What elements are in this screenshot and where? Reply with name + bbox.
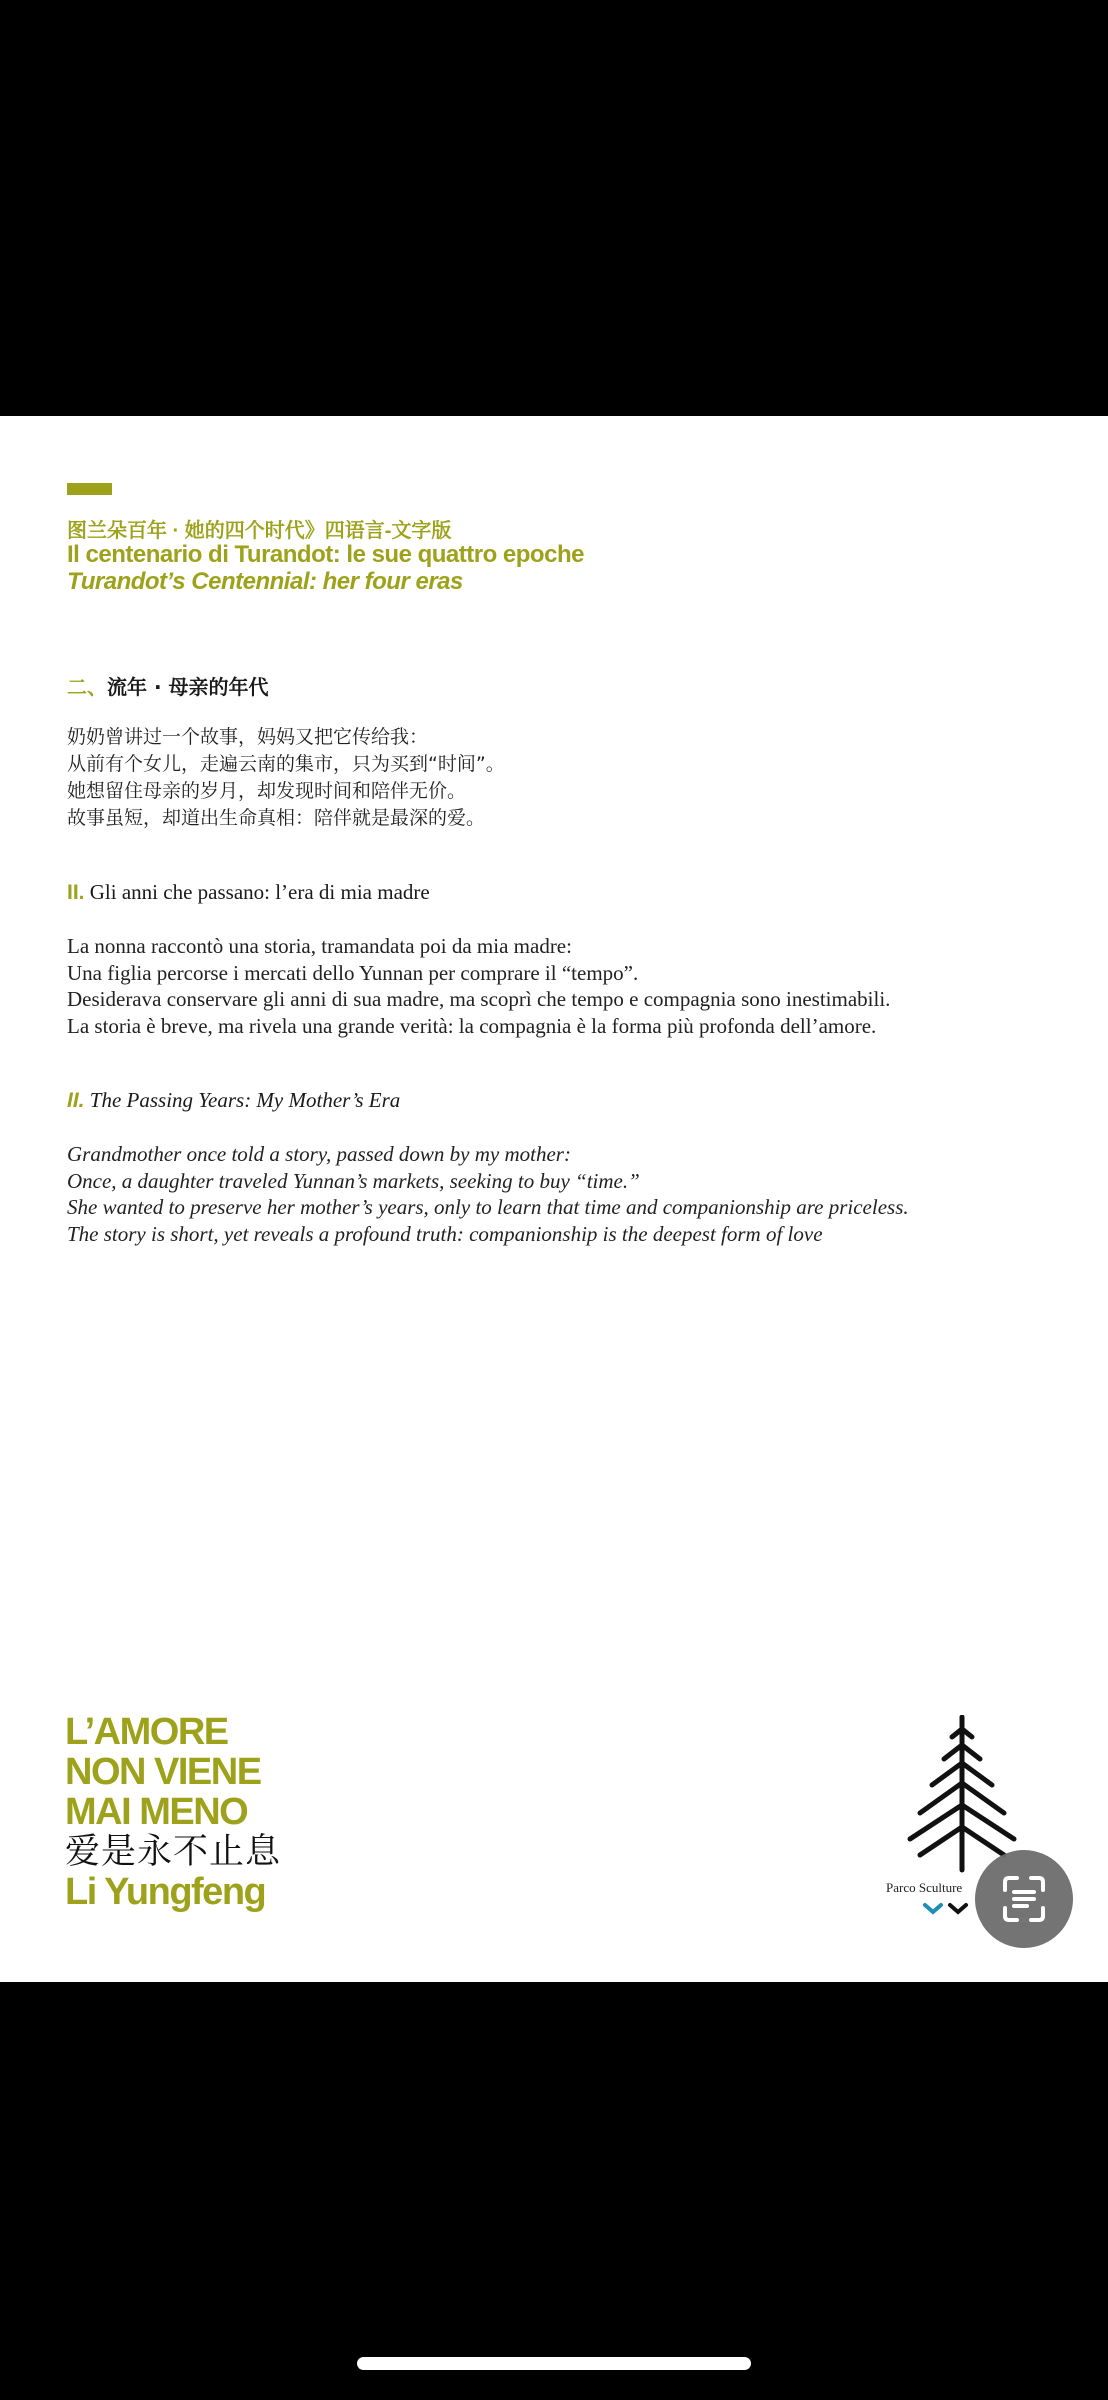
paragraph-line: 从前有个女儿，走遍云南的集市，只为买到“时间”。: [67, 753, 505, 775]
section-number: II.: [67, 1089, 85, 1112]
header-title-en: Turandot’s Centennial: her four eras: [67, 568, 463, 595]
home-indicator[interactable]: [357, 2357, 751, 2370]
paragraph-line: 奶奶曾讲过一个故事，妈妈又把它传给我：: [67, 726, 429, 748]
paragraph-line: Grandmother once told a story, passed down by my mother:: [67, 1142, 571, 1166]
section-heading-text: 流年 · 母亲的年代: [107, 675, 269, 699]
header-title-zh: 图兰朵百年 · 她的四个时代》四语言-文字版: [67, 520, 452, 542]
paragraph-line: 她想留住母亲的岁月，却发现时间和陪伴无价。: [67, 780, 467, 802]
paragraph-line: Once, a daughter traveled Yunnan’s markets, seeking to buy “time.”: [67, 1168, 640, 1193]
footer-title-zh: 爱是永不止息: [65, 1832, 282, 1872]
footer-author: Li Yungfeng: [65, 1871, 266, 1913]
paragraph-line: She wanted to preserve her mother’s years, only to learn that time and companionship are priceless.: [67, 1195, 909, 1219]
section-heading-it: [67, 880, 430, 905]
footer-title-line: NON VIENE: [65, 1751, 261, 1793]
section-heading-zh: [67, 671, 269, 700]
paragraph-it: [67, 933, 890, 1039]
paragraph-line: La storia è breve, ma rivela una grande verità: la compagnia è la forma più profonda dell’amore.: [67, 1013, 877, 1038]
scan-text-icon: [975, 1850, 1073, 1948]
footer-title: [65, 1712, 281, 1912]
paragraph-line: Desiderava conservare gli anni di sua madre, ma scoprì che tempo e compagnia sono inestimabili.: [67, 987, 891, 1011]
section-heading-text: Gli anni che passano: l’era di mia madre: [89, 880, 430, 904]
paragraph-line: The story is short, yet reveals a profound truth: companionship is the deepest form of love: [67, 1221, 823, 1246]
section-heading-text: The Passing Years: My Mother’s Era: [89, 1088, 401, 1112]
paragraph-en: [67, 1141, 909, 1247]
paragraph-zh: [67, 724, 505, 832]
scan-text-button[interactable]: [975, 1850, 1073, 1948]
footer-title-line: MAI MENO: [65, 1791, 248, 1833]
footer-title-line: L’AMORE: [65, 1711, 228, 1753]
section-heading-en: [67, 1088, 400, 1113]
paragraph-line: La nonna raccontò una storia, tramandata poi da mia madre:: [67, 934, 572, 958]
accent-bar: [67, 483, 112, 495]
logo-text: Parco Sculture: [886, 1880, 963, 1895]
section-number: II.: [67, 881, 85, 904]
paragraph-line: 故事虽短，却道出生命真相：陪伴就是最深的爱。: [67, 807, 486, 829]
section-number: 二、: [67, 677, 107, 699]
header-title-it: Il centenario di Turandot: le sue quattro epoche: [67, 541, 584, 568]
paragraph-line: Una figlia percorse i mercati dello Yunnan per comprare il “tempo”.: [67, 960, 639, 985]
